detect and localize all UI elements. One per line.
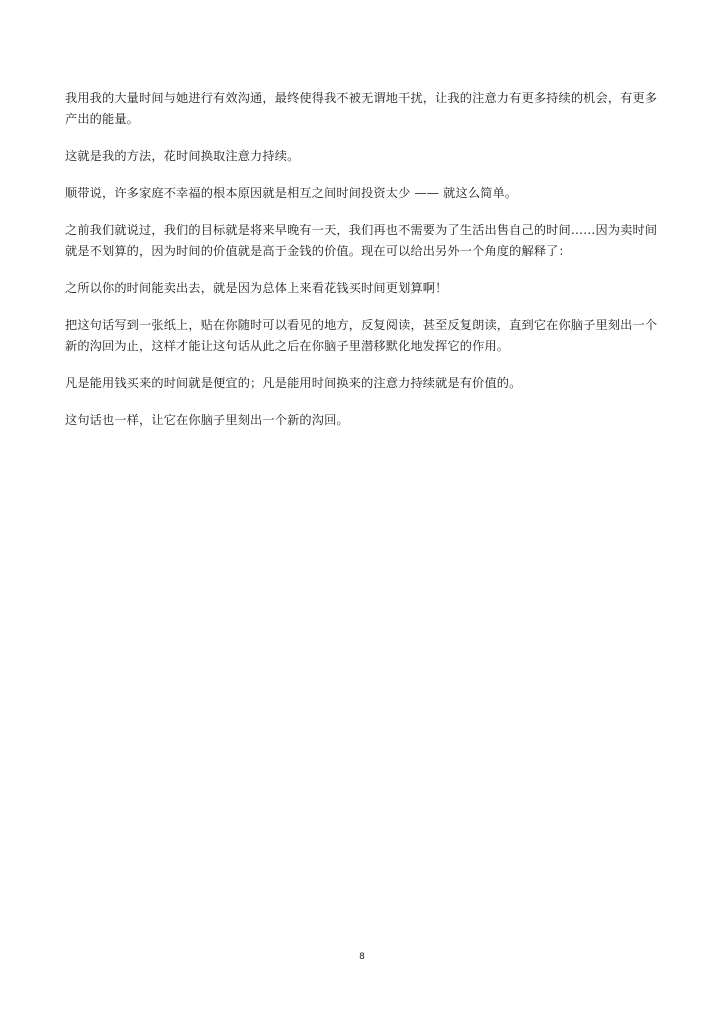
paragraph-1: 我用我的大量时间与她进行有效沟通，最终使得我不被无谓地干扰，让我的注意力有更多持续的机会，有更多产出的能量。 [65, 91, 658, 126]
page-body [65, 88, 665, 447]
paragraph-7: 凡是能用钱买来的时间就是便宜的；凡是能用时间换来的注意力持续就是有价值的。 [65, 376, 522, 390]
page-number: 8 [359, 952, 365, 962]
paragraph-6: 把这句话写到一张纸上，贴在你随时可以看见的地方，反复阅读，甚至反复朗读，直到它在你脑子里刻出一个新的沟回为止，这样才能让这句话从此之后在你脑子里潜移默化地发挥它的作用。 [65, 318, 658, 353]
paragraph-4: 之前我们就说过，我们的目标就是将来早晚有一天，我们再也不需要为了生活出售自己的时间……因为卖时间就是不划算的，因为时间的价值就是高于金钱的价值。现在可以给出另外一个角度的解释了： [65, 223, 658, 258]
paragraph-3: 顺带说，许多家庭不幸福的根本原因就是相互之间时间投资太少 —— 就这么简单。 [65, 186, 518, 200]
paragraph-5: 之所以你的时间能卖出去，就是因为总体上来看花钱买时间更划算啊！ [65, 281, 448, 295]
paragraph-2: 这就是我的方法，花时间换取注意力持续。 [65, 149, 300, 163]
paragraph-8: 这句话也一样，让它在你脑子里刻出一个新的沟回。 [65, 413, 349, 427]
